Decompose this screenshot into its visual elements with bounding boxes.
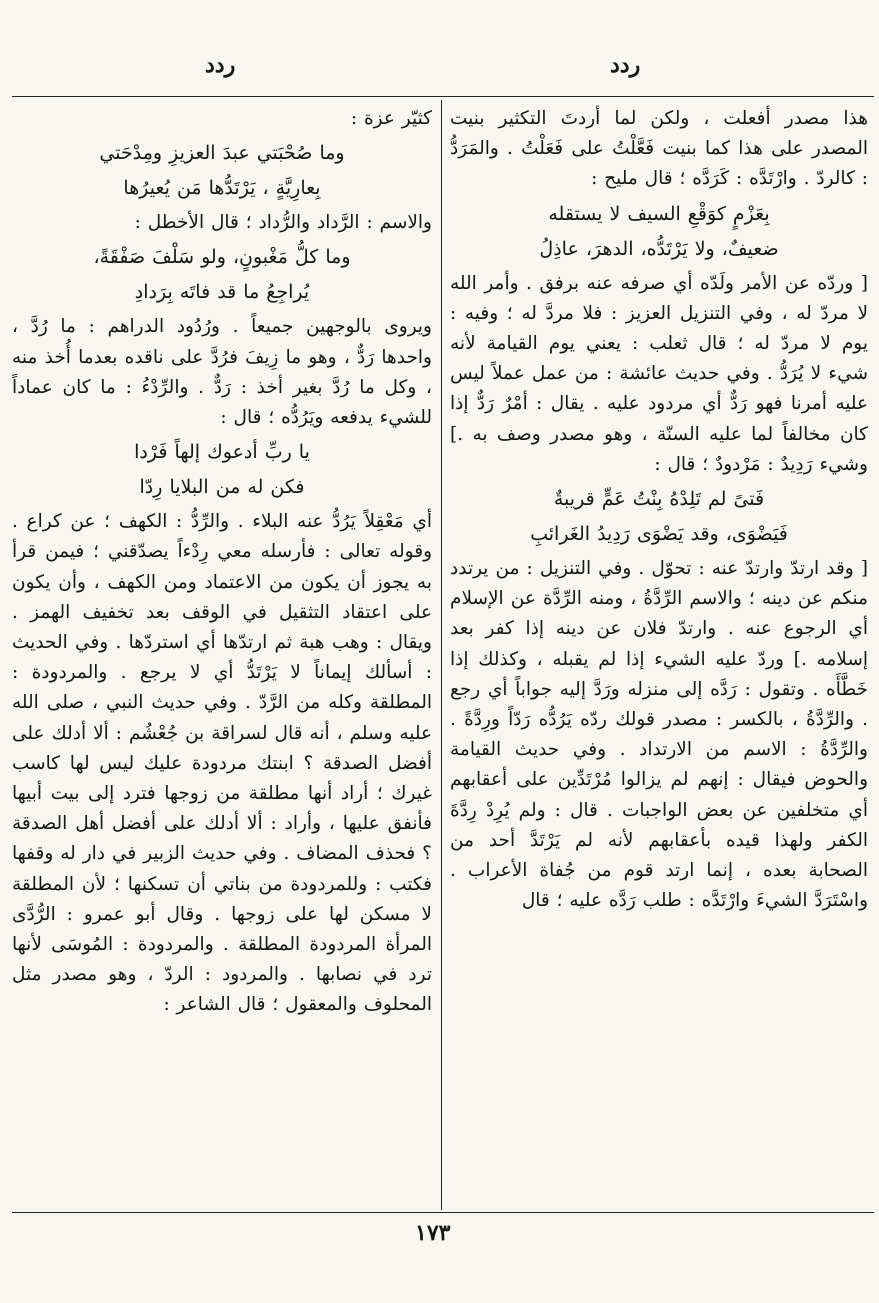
right-column-verse: فَيَضْوَى، وقد يَضْوَى رَدِيدُ الغَرائبِ	[530, 523, 788, 546]
left-column-para: أي مَعْقِلاً يَرُدُّ عنه البلاء . والرِّدُّ : الكهف ؛ عن كراع . وقوله تعالى : فأرسله معي رِدْءاً يصدّقني ؛ فيمن قرأ به يجوز أن يكون من الاعتماد ومن الكهف ، وأن يكون على اعتقاد التثقيل في الوقف بعد تخفيف الهمز . ويقال : وهب هبة ثم ارتدّها أي استردّها . وفي الحديث : أسألك إيماناً لا يَرْتَدُّ أي لا يرجع . والمردودة : المطلقة وكله من الرَّدّ . وفي حديث النبي ، صلى الله عليه وسلم ، أنه قال لسراقة بن جُعْشُم : ألا أدلك على أفضل الصدقة ؟ ابنتك مردودة عليك ليس لها كاسب غيرك ؛ أراد أنها مطلقة من زوجها فترد إلى بيت أبيها فأنفق عليها ، وأراد : ألا أدلك على أفضل أهل الصدقة ؟ فحذف المضاف . وفي حديث الزبير في دار له وقفها فكتب : وللمردودة من بناتي أن تسكنها ؛ لأن المطلقة لا مسكن لها على زوجها . وقال أبو عمرو : الرُّدَّى المرأة المردودة المطلقة . والمردودة : المُوسَى لأنها ترد في نصابها . والمردود : الردّ ، وهو مصدر مثل المحلوف والمعقول ؛ قال الشاعر :	[12, 511, 432, 1016]
running-head-left: ردد	[205, 52, 236, 78]
left-column-verse: بِعارِيَّةٍ ، يَرْتَدُّها مَن يُعيرُها	[123, 177, 321, 200]
left-column-verse: وما صُحْبَتي عبدَ العزيزِ ومِدْحَتي	[99, 142, 345, 165]
left-column-verse: فكن له من البلايا رِدّا	[139, 476, 305, 499]
left-column-verse: يُراجِعُ ما قد فاتَه بِرَدادِ	[134, 281, 310, 304]
left-column	[12, 104, 432, 1021]
right-column-para: [ وردّه عن الأمر ولَدّه أي صرفه عنه برفق . وأمر الله لا مردّ له ، وفي التنزيل العزيز : فلا مردَّ له ؛ وفيه : يوم لا مردّ له ؛ قال ثعلب : يعني يوم القيامة لأنه شيء لا يُرَدُّ . وفي حديث عائشة : من عمل عملاً ليس عليه أمرنا فهو رَدٌّ أي مردود عليه . يقال : أمْرٌ رَدٌّ إذا كان مخالفاً لما عليه السنّة ، وهو مصدر وصف به .] وشيء رَدِيدٌ : مَرْدودٌ ؛ قال :	[450, 272, 868, 475]
right-column-verse: بِعَزْمٍ كوَقْعِ السيف لا يستقله	[548, 202, 770, 225]
page-number: ١٧٣	[415, 1220, 451, 1246]
left-column-para: كثيّر عزة :	[350, 108, 432, 129]
right-column-verse: فَتىً لم تَلِدْهُ بِنْتُ عَمٍّ قريبةٌ	[553, 488, 765, 511]
left-column-para: والاسم : الرَّداد والرُّداد ؛ قال الأخطل :	[134, 212, 432, 234]
column-divider	[441, 100, 442, 1210]
running-head-right: ردد	[610, 52, 641, 78]
left-column-verse: وما كلُّ مَغْبونٍ، ولو سَلْفَ صَفْقَةً،	[93, 246, 351, 269]
right-column-para: [ وقد ارتدّ وارتدّ عنه : تحوّل . وفي التنزيل : من يرتدد منكم عن دينه ؛ والاسم الرِّدَّةُ ، ومنه الرِّدَّة عن الإسلام أي الرجوع عنه . وارتدّ فلان عن دينه إذا كفر بعد إسلامه .] وردّ عليه الشيء إذا لم يقبله ، وكذلك إذا خَطَّأَه . وتقول : رَدَّه إلى منزله ورَدَّ إليه جواباً أي رجع . والرِّدَّةُ ، بالكسر : مصدر قولك ردّه يَرُدُّه رَدّاً ورِدَّةً . والرِّدَّةُ : الاسم من الارتداد . وفي حديث القيامة والحوض فيقال : إنهم لم يزالوا مُرْتَدِّين على أعقابهم أي متخلفين عن بعض الواجبات . قال : ولم يُرِدْ رِدَّةَ الكفر ولهذا قيده بأعقابهم لأنه لم يَرْتَدَّ أحد من الصحابة بعده ، إنما ارتد قوم من جُفاة الأعراب . واسْتَرَدَّ الشيءَ وارْتَدَّه : طلب رَدَّه عليه ؛ قال	[450, 558, 868, 912]
right-column-verse: ضعيفٌ، ولا يَرْتَدُّه، الدهرَ، عاذِلُ	[539, 237, 779, 260]
header-rule	[12, 96, 874, 97]
left-column-verse: يا ربِّ أدعوك إلهاً فَرْدا	[134, 441, 310, 464]
right-column	[450, 104, 868, 916]
left-column-para: ويروى بالوجهين جميعاً . ورُدُود الدراهم : ما رُدَّ ، واحدها رَدٌّ ، وهو ما زِيفَ فرُدَّ على ناقده بعدما أُخذ منه ، وكل ما رُدَّ بغير أخذ : رَدٌّ . والرِّدْءُ : ما كان عماداً للشيء يدفعه ويَرُدُّه ؛ قال :	[12, 316, 432, 429]
right-column-para: هذا مصدر أفعلت ، ولكن لما أردتَ التكثير بنيت المصدر على هذا كما بنيت فَعَّلْتُ على فَعَلْتُ . والمَرَدُّ : كالردّ . وارْتَدَّه : كَرَدَّه ؛ قال مليح :	[450, 108, 868, 190]
footer-rule	[12, 1212, 874, 1213]
